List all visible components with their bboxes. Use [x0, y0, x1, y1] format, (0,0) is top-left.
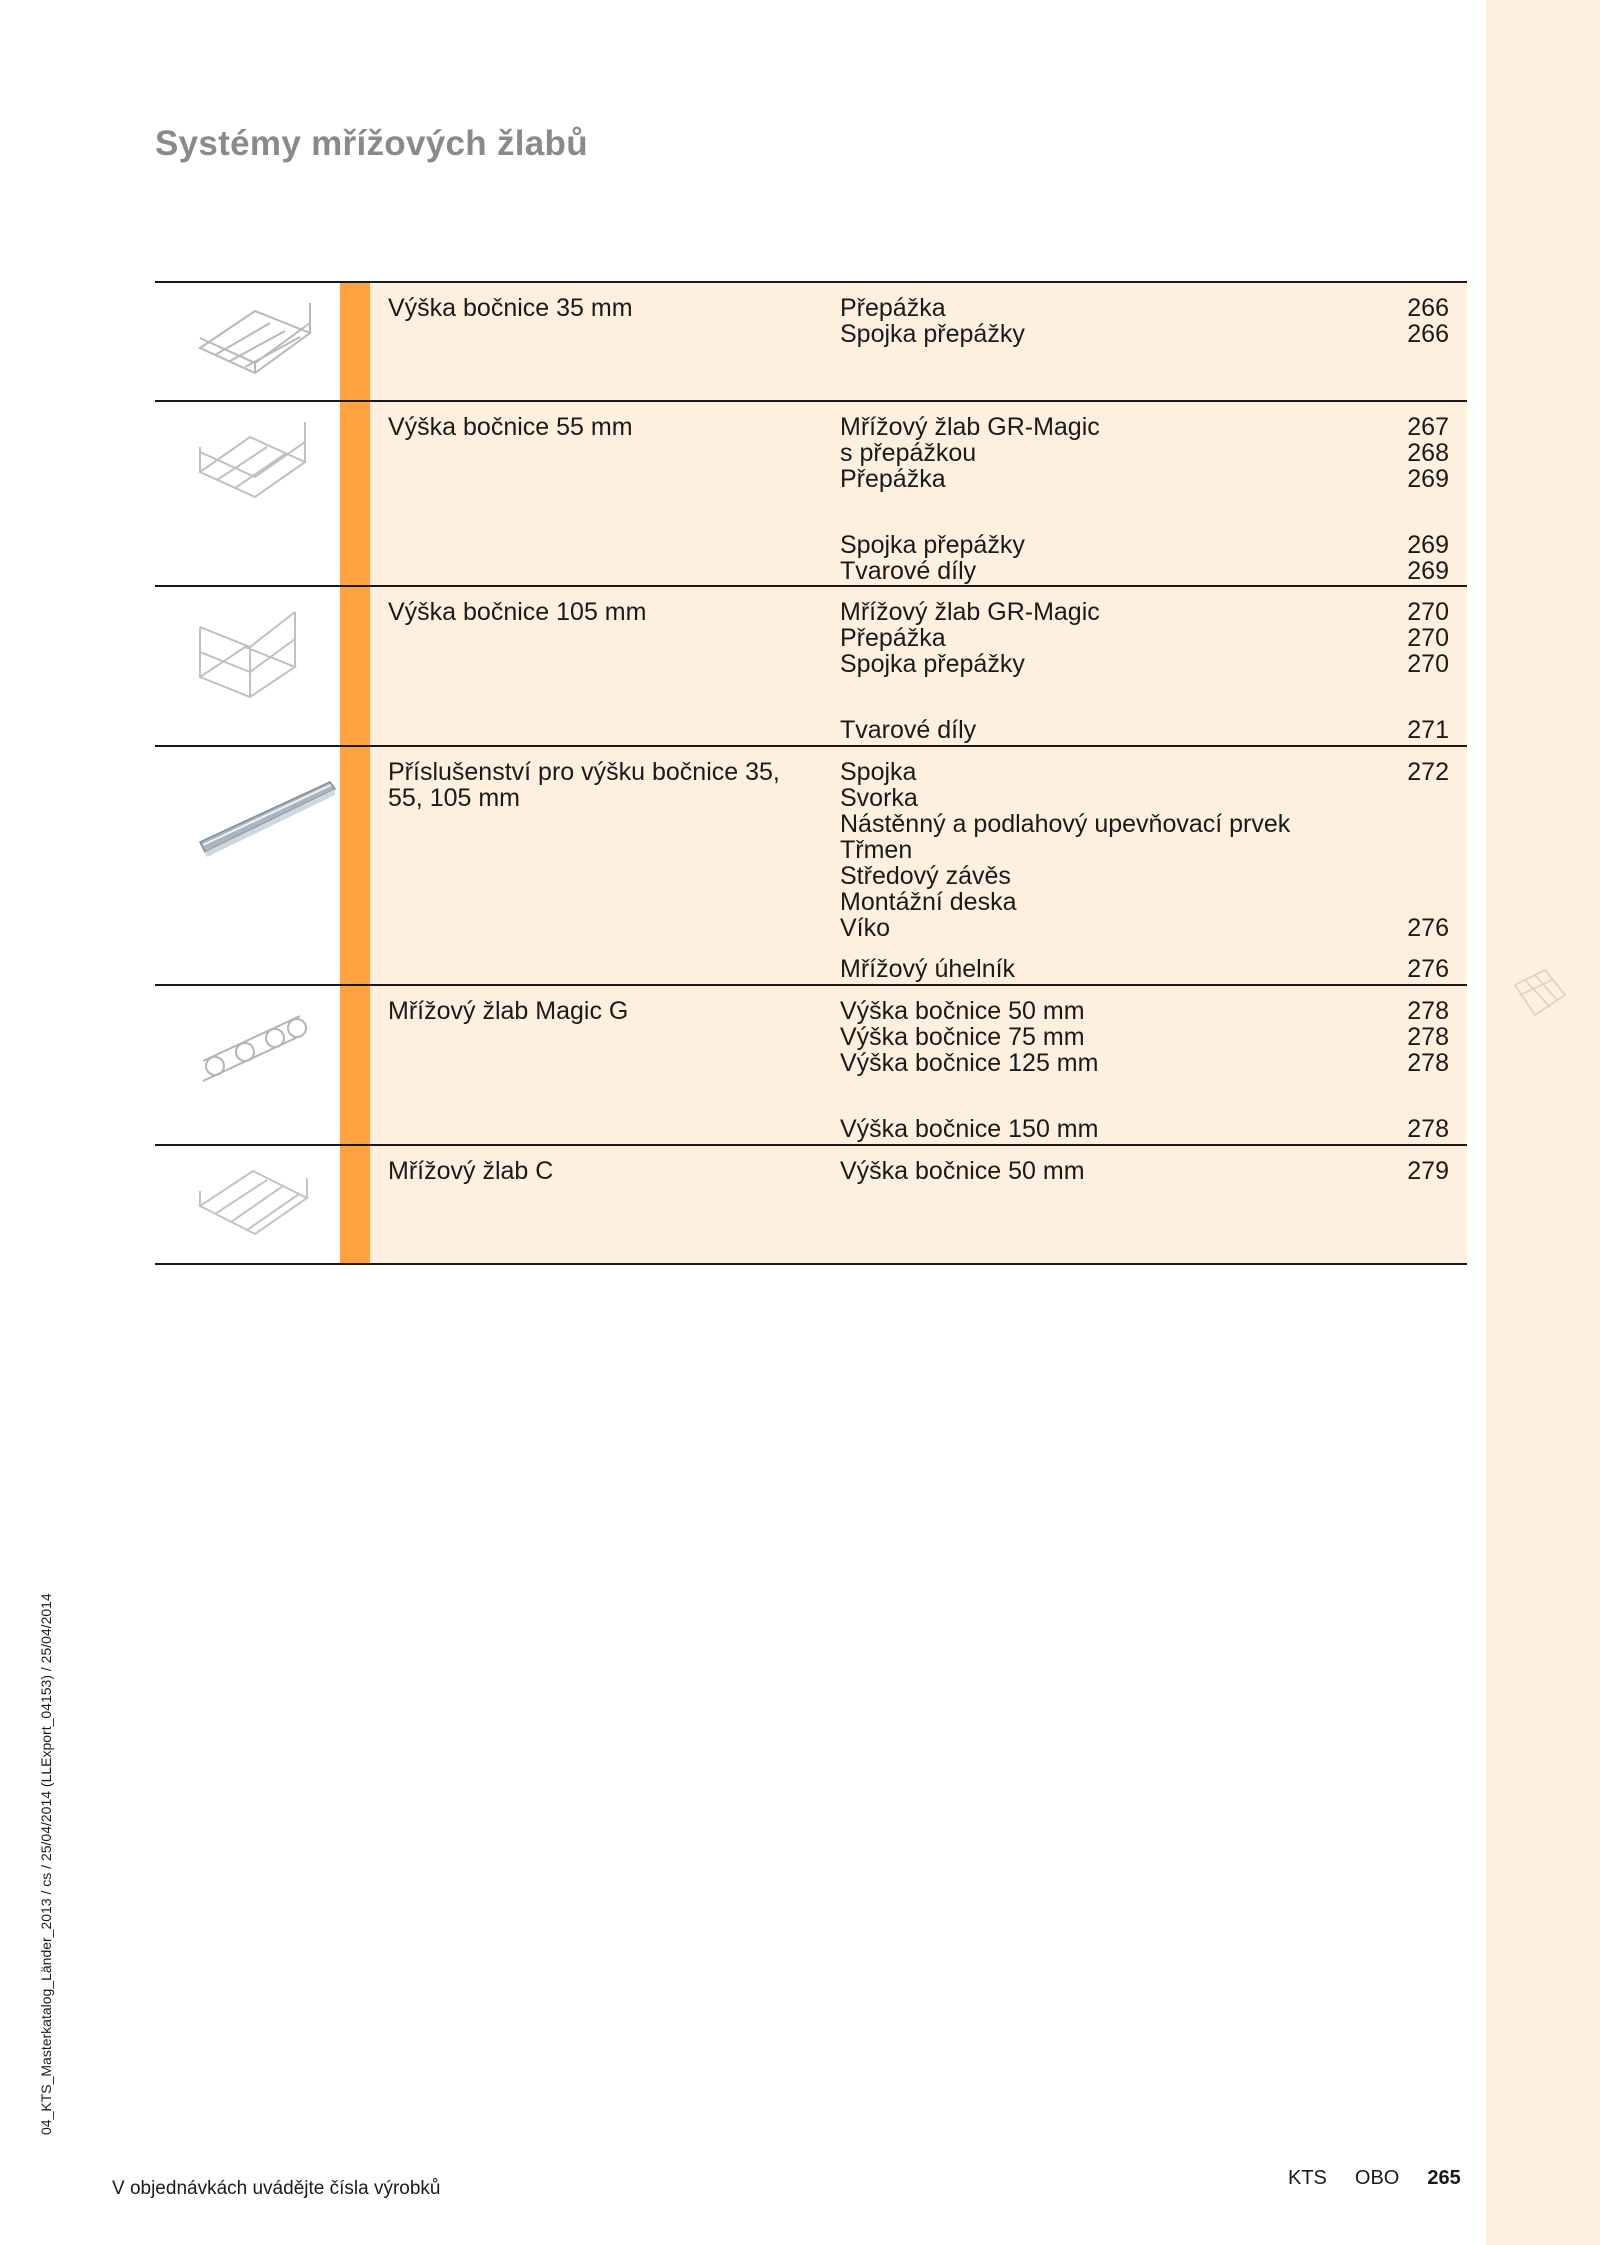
- footer-pagination: [1288, 2167, 1461, 2190]
- toc-row: [155, 986, 1467, 1146]
- accent-bar: [340, 587, 370, 745]
- item-list: [840, 295, 1449, 347]
- toc-link[interactable]: Výška bočnice 75 mm 278: [840, 1023, 1449, 1051]
- accent-bar: [340, 1146, 370, 1263]
- footer-note: V objednávkách uvádějte čísla výrobků: [112, 2178, 441, 2199]
- toc-entry: [370, 1146, 1467, 1263]
- toc-link[interactable]: Tvarové díly 271: [840, 716, 1449, 744]
- toc-link[interactable]: s přepážkou 268: [840, 439, 1449, 467]
- item-list: [840, 599, 1449, 743]
- vertical-print-note: 04_KTS_Masterkatalog_Länder_2013 / cs / 25/04/2014 (LLExport_04153) / 25/04/2014: [38, 1593, 54, 2135]
- accent-bar: [340, 283, 370, 400]
- accent-bar: [340, 402, 370, 585]
- toc-link[interactable]: Svorka: [840, 784, 918, 812]
- category-label: Příslušenství pro výšku bočnice 35, 55, 105 mm: [388, 758, 780, 812]
- category-label: Mřížový žlab C: [388, 1157, 554, 1185]
- toc-row: [155, 1146, 1467, 1265]
- category-label: Výška bočnice 55 mm: [388, 413, 633, 441]
- toc-row: [155, 402, 1467, 587]
- toc-link[interactable]: Víko 276: [840, 914, 1449, 942]
- toc-row: [155, 747, 1467, 986]
- toc-link[interactable]: Třmen: [840, 836, 913, 864]
- toc-link[interactable]: Nástěnný a podlahový upevňovací prvek: [840, 810, 1291, 838]
- item-list: [840, 414, 1449, 584]
- toc-link[interactable]: Mřížový úhelník 276: [840, 955, 1449, 983]
- category-label: Mřížový žlab Magic G: [388, 997, 629, 1025]
- toc-link[interactable]: Přepážka 269: [840, 465, 1449, 493]
- mesh-tray-c-icon: [155, 1146, 340, 1263]
- item-list: [840, 1158, 1449, 1184]
- accent-bar: [340, 986, 370, 1144]
- footer-brand: OBO: [1354, 2167, 1400, 2189]
- toc-link[interactable]: Výška bočnice 125 mm 278: [840, 1049, 1449, 1077]
- toc-row: [155, 283, 1467, 402]
- mesh-tray-magic-g-icon: [155, 986, 340, 1144]
- item-list: [840, 759, 1449, 982]
- toc-link[interactable]: Spojka přepážky 269: [840, 531, 1449, 559]
- toc-row: [155, 587, 1467, 747]
- toc-entry: [370, 283, 1467, 400]
- toc-entry: [370, 747, 1467, 984]
- toc-link[interactable]: Výška bočnice 50 mm 278: [840, 997, 1449, 1025]
- toc-link[interactable]: Spojka přepážky 266: [840, 320, 1449, 348]
- toc-link[interactable]: Středový závěs: [840, 862, 1011, 890]
- mesh-tray-105-icon: [155, 587, 340, 745]
- category-label: Výška bočnice 105 mm: [388, 598, 647, 626]
- toc-table: [155, 281, 1467, 1265]
- accent-bar: [340, 747, 370, 984]
- toc-link[interactable]: Spojka přepážky 270: [840, 650, 1449, 678]
- toc-link[interactable]: Mřížový žlab GR-Magic 267: [840, 413, 1449, 441]
- toc-link[interactable]: Tvarové díly 269: [840, 557, 1449, 585]
- toc-entry: [370, 587, 1467, 745]
- toc-link[interactable]: Výška bočnice 50 mm 279: [840, 1157, 1449, 1185]
- mesh-decoration-icon: [1510, 965, 1570, 1030]
- toc-entry: [370, 986, 1467, 1144]
- toc-link[interactable]: Mřížový žlab GR-Magic 270: [840, 598, 1449, 626]
- side-strip: [1486, 0, 1600, 2245]
- mesh-tray-35-icon: [155, 283, 340, 400]
- toc-link[interactable]: Montážní deska: [840, 888, 1017, 916]
- toc-entry: [370, 402, 1467, 585]
- toc-link[interactable]: Přepážka 270: [840, 624, 1449, 652]
- page-title: Systémy mřížových žlabů: [155, 124, 588, 163]
- category-label: Výška bočnice 35 mm: [388, 294, 633, 322]
- footer-section: KTS: [1288, 2167, 1327, 2189]
- mesh-tray-55-icon: [155, 402, 340, 585]
- toc-link[interactable]: Spojka 272: [840, 758, 1449, 786]
- toc-link[interactable]: Přepážka 266: [840, 294, 1449, 322]
- item-list: [840, 998, 1449, 1142]
- toc-link[interactable]: Výška bočnice 150 mm 278: [840, 1115, 1449, 1143]
- accessory-rail-icon: [155, 747, 340, 984]
- page-number: 265: [1427, 2167, 1461, 2189]
